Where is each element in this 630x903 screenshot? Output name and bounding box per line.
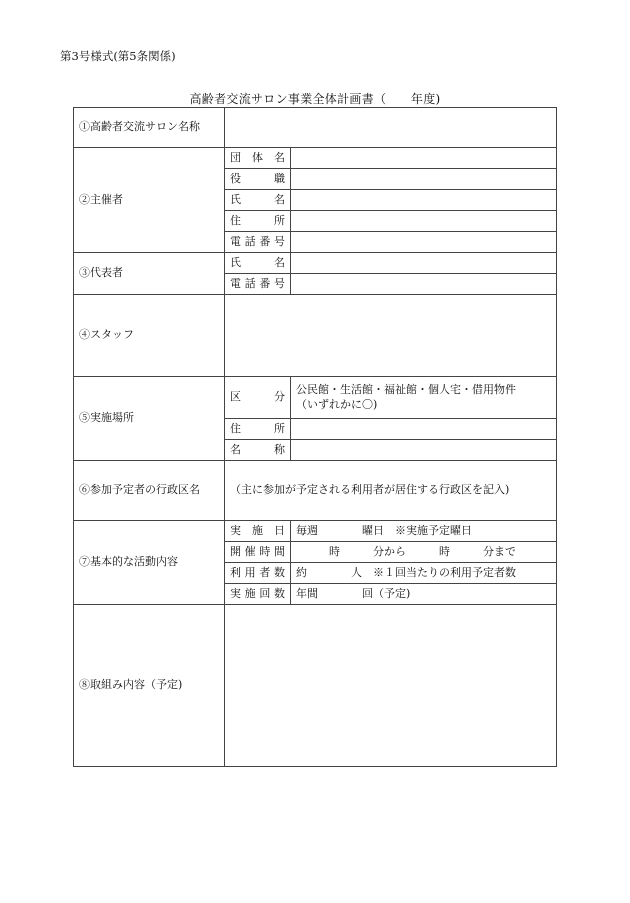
- organizer-address-field[interactable]: [291, 211, 557, 232]
- venue-category-label: 区 分: [225, 377, 291, 419]
- planned-activities-heading: ⑧取組み内容（予定): [74, 605, 225, 767]
- activity-heading: ⑦基本的な活動内容: [74, 521, 225, 605]
- activity-time-label: 開催時間: [225, 542, 291, 563]
- activity-day-value[interactable]: 毎週 曜日 ※実施予定曜日: [291, 521, 557, 542]
- planned-activities-field[interactable]: [225, 605, 557, 767]
- venue-category-options[interactable]: [291, 377, 557, 419]
- activity-day-label: 実 施 日: [225, 521, 291, 542]
- salon-name-heading: ①高齢者交流サロン名称: [74, 108, 225, 148]
- representative-name-label: 氏 名: [225, 253, 291, 274]
- staff-heading: ④スタッフ: [74, 295, 225, 377]
- organizer-heading: ②主催者: [74, 148, 225, 253]
- salon-name-field[interactable]: [225, 108, 557, 148]
- organizer-name-label: 氏 名: [225, 190, 291, 211]
- venue-address-field[interactable]: [291, 419, 557, 440]
- representative-phone-field[interactable]: [291, 274, 557, 295]
- venue-category-choices: 公民館・生活館・福祉館・個人宅・借用物件: [296, 382, 516, 396]
- organizer-name-field[interactable]: [291, 190, 557, 211]
- organizer-group-field[interactable]: [291, 148, 557, 169]
- organizer-group-label: 団 体 名: [225, 148, 291, 169]
- representative-name-field[interactable]: [291, 253, 557, 274]
- representative-heading: ③代表者: [74, 253, 225, 295]
- venue-category-instruction: （いずれかに〇): [296, 397, 378, 411]
- plan-table: [73, 107, 557, 767]
- activity-users-label: 利用者数: [225, 563, 291, 584]
- organizer-phone-field[interactable]: [291, 232, 557, 253]
- activity-users-value[interactable]: 約 人 ※１回当たりの利用予定者数: [291, 563, 557, 584]
- venue-address-label: 住 所: [225, 419, 291, 440]
- venue-name-field[interactable]: [291, 440, 557, 461]
- document-title: 高齢者交流サロン事業全体計画書（ 年度): [189, 92, 441, 106]
- activity-count-label: 実施回数: [225, 584, 291, 605]
- form-number: 第3号様式(第5条関係): [60, 49, 176, 63]
- activity-count-value[interactable]: 年間 回（予定): [291, 584, 557, 605]
- organizer-position-label: 役 職: [225, 169, 291, 190]
- staff-field[interactable]: [225, 295, 557, 377]
- activity-time-value[interactable]: 時 分から 時 分まで: [291, 542, 557, 563]
- representative-phone-label: 電話番号: [225, 274, 291, 295]
- organizer-address-label: 住 所: [225, 211, 291, 232]
- venue-heading: ⑤実施場所: [74, 377, 225, 461]
- venue-name-label: 名 称: [225, 440, 291, 461]
- organizer-position-field[interactable]: [291, 169, 557, 190]
- district-heading: ⑥参加予定者の行政区名: [74, 461, 225, 521]
- district-field[interactable]: [225, 461, 557, 521]
- district-note: （主に参加が予定される利用者が居住する行政区を記入): [230, 483, 510, 497]
- organizer-phone-label: 電話番号: [225, 232, 291, 253]
